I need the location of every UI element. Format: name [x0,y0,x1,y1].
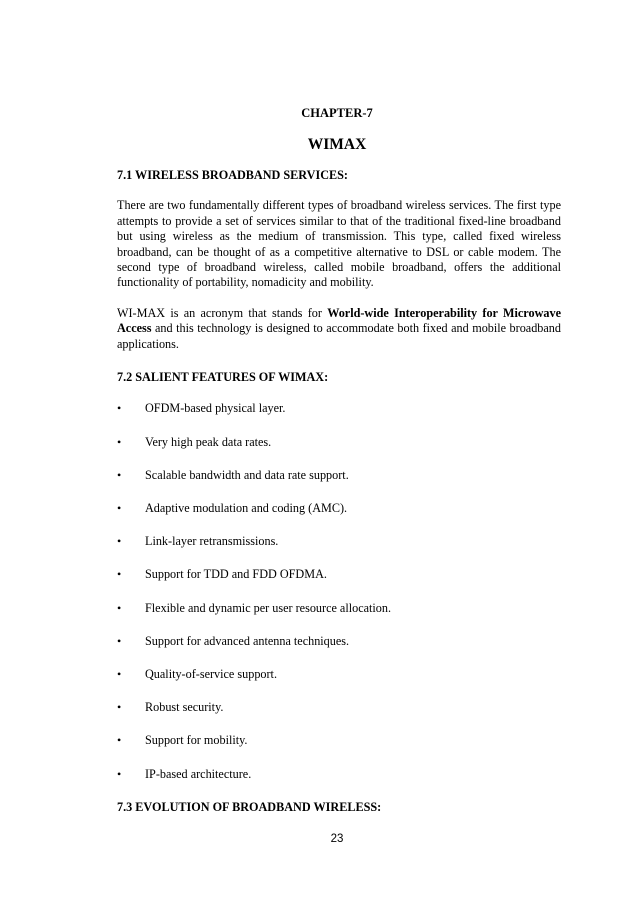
feature-text: OFDM-based physical layer. [145,401,286,416]
paragraph-wimax-acronym [117,306,561,352]
bullet-icon: • [117,733,122,748]
page-number: 23 [330,833,344,845]
list-item [117,567,561,600]
bullet-icon: • [117,534,122,549]
feature-text: Robust security. [145,700,224,715]
bullet-icon: • [117,434,122,449]
chapter-label: CHAPTER-7 [301,106,373,120]
list-item [117,634,561,667]
bullet-icon: • [117,501,122,516]
list-item [117,468,561,501]
list-item [117,700,561,733]
feature-text: Adaptive modulation and coding (AMC). [145,501,348,516]
paragraph-wimax-expansion: World-wide Interoperability for Microwave Access [117,305,561,336]
list-item [117,501,561,534]
feature-text: Support for TDD and FDD OFDMA. [145,567,327,582]
bullet-icon: • [117,633,122,648]
bullet-icon: • [117,700,122,715]
feature-text: Link-layer retransmissions. [145,534,279,549]
list-item [117,767,561,800]
section-heading-wireless-broadband-services: 7.1 WIRELESS BROADBAND SERVICES: [117,168,348,182]
section-heading-evolution-broadband-wireless: 7.3 EVOLUTION OF BROADBAND WIRELESS: [117,799,382,814]
page-body [117,168,561,815]
bullet-icon: • [117,766,122,781]
bullet-icon: • [117,600,122,615]
paragraph-wimax-prefix: WI-MAX is an acronym that stands for [117,305,328,320]
chapter-title: WIMAX [307,136,367,153]
feature-text: Flexible and dynamic per user resource allocation. [145,600,392,615]
bullet-icon: • [117,567,122,582]
feature-text: Very high peak data rates. [145,434,272,449]
feature-text: Scalable bandwidth and data rate support. [145,467,349,482]
paragraph-wimax-suffix: and this technology is designed to accommodate both fixed and mobile broadband applications. [117,321,561,351]
feature-text: Support for mobility. [145,733,248,748]
list-item [117,401,561,434]
bullet-icon: • [117,401,122,416]
list-item [117,534,561,567]
list-item [117,733,561,766]
features-list [117,401,561,799]
section-heading-salient-features: 7.2 SALIENT FEATURES OF WIMAX: [117,370,329,385]
list-item [117,601,561,634]
feature-text: IP-based architecture. [145,766,252,781]
paragraph-broadband-services: There are two fundamentally different types of broadband wireless services. The first type attempts to provide a set of services similar to that of the traditional fixed-line broadband but using wireless as the medium of transmission. This type, called fixed wireless broadband, can be thought of as a competitive alternative to DSL or cable modem. The second type of broadband wireless, called mobile broadband, offers the additional functionality of portability, nomadicity and mobility. [117,198,561,290]
list-item [117,435,561,468]
feature-text: Support for advanced antenna techniques. [145,633,350,648]
bullet-icon: • [117,467,122,482]
feature-text: Quality-of-service support. [145,666,277,681]
bullet-icon: • [117,666,122,681]
list-item [117,667,561,700]
